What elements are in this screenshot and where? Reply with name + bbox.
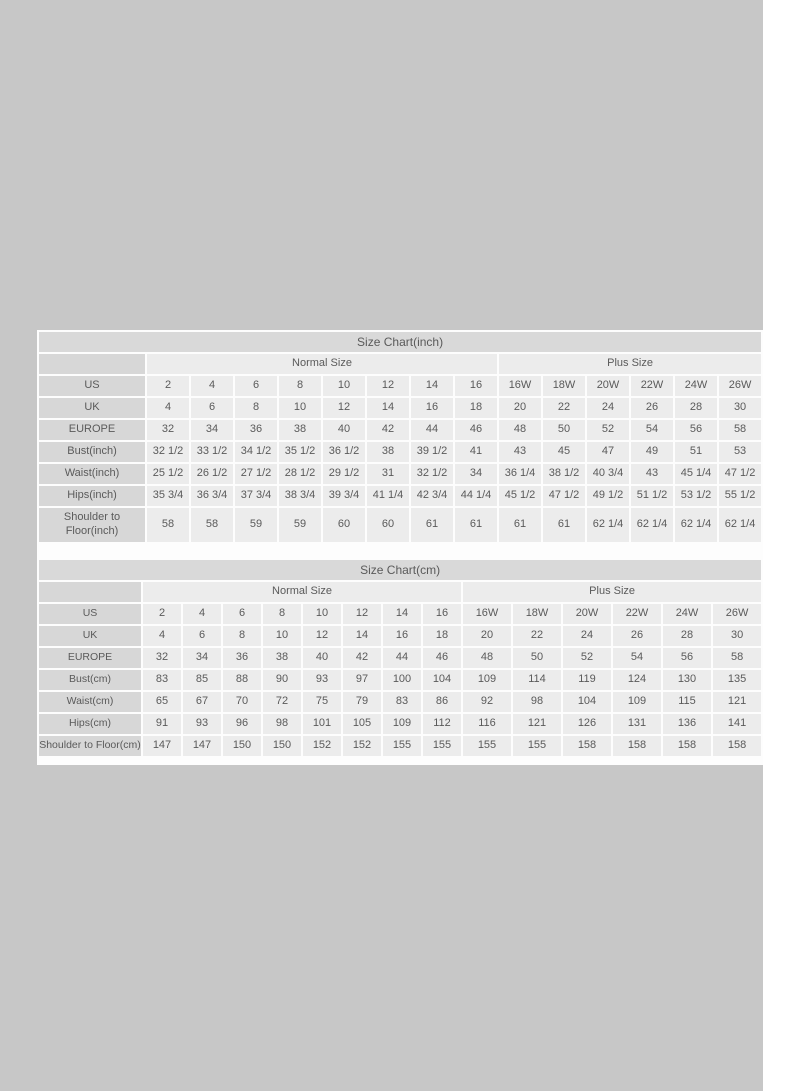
size-cell: 55 1/2 <box>719 486 761 506</box>
size-cell: 158 <box>713 736 761 756</box>
size-cell: 61 <box>543 508 585 542</box>
size-cell: 45 1/4 <box>675 464 717 484</box>
size-cell: 4 <box>191 376 233 396</box>
size-cell: 135 <box>713 670 761 690</box>
size-cell: 155 <box>463 736 511 756</box>
group-header-row <box>39 582 761 602</box>
size-cell: 46 <box>423 648 461 668</box>
size-cell: 20 <box>499 398 541 418</box>
size-cell: 47 <box>587 442 629 462</box>
table-row <box>39 714 761 734</box>
size-cell: 36 <box>235 420 277 440</box>
size-cell: 26 <box>631 398 673 418</box>
size-group-header: Normal Size <box>143 582 461 602</box>
size-cell: 93 <box>303 670 341 690</box>
size-cell: 86 <box>423 692 461 712</box>
size-cell: 30 <box>719 398 761 418</box>
size-cell: 100 <box>383 670 421 690</box>
size-cell: 33 1/2 <box>191 442 233 462</box>
size-cell: 44 <box>383 648 421 668</box>
size-cell: 32 <box>147 420 189 440</box>
corner-cell <box>39 582 141 602</box>
size-cell: 28 <box>663 626 711 646</box>
table-title: Size Chart(inch) <box>39 332 761 352</box>
size-cell: 26 1/2 <box>191 464 233 484</box>
size-cell: 58 <box>191 508 233 542</box>
size-cell: 155 <box>513 736 561 756</box>
size-cell: 72 <box>263 692 301 712</box>
size-cell: 22W <box>613 604 661 624</box>
size-cell: 8 <box>263 604 301 624</box>
size-cell: 38 1/2 <box>543 464 585 484</box>
table-row <box>39 692 761 712</box>
size-cell: 40 <box>303 648 341 668</box>
size-cell: 48 <box>463 648 511 668</box>
size-cell: 36 3/4 <box>191 486 233 506</box>
size-cell: 115 <box>663 692 711 712</box>
size-cell: 16W <box>463 604 511 624</box>
size-cell: 35 3/4 <box>147 486 189 506</box>
size-cell: 49 <box>631 442 673 462</box>
table-row <box>39 648 761 668</box>
size-cell: 59 <box>279 508 321 542</box>
size-cell: 44 1/4 <box>455 486 497 506</box>
size-cell: 32 1/2 <box>411 464 453 484</box>
size-cell: 121 <box>513 714 561 734</box>
size-cell: 61 <box>411 508 453 542</box>
size-cell: 16 <box>383 626 421 646</box>
size-cell: 158 <box>613 736 661 756</box>
size-cell: 36 1/2 <box>323 442 365 462</box>
size-cell: 24W <box>675 376 717 396</box>
size-cell: 40 <box>323 420 365 440</box>
size-cell: 91 <box>143 714 181 734</box>
size-cell: 98 <box>263 714 301 734</box>
size-cell: 98 <box>513 692 561 712</box>
size-cell: 41 <box>455 442 497 462</box>
size-cell: 25 1/2 <box>147 464 189 484</box>
size-cell: 18W <box>543 376 585 396</box>
size-cell: 8 <box>235 398 277 418</box>
size-cell: 2 <box>147 376 189 396</box>
size-cell: 34 <box>183 648 221 668</box>
size-cell: 60 <box>323 508 365 542</box>
size-cell: 88 <box>223 670 261 690</box>
size-cell: 20 <box>463 626 511 646</box>
size-cell: 147 <box>183 736 221 756</box>
size-cell: 49 1/2 <box>587 486 629 506</box>
size-cell: 116 <box>463 714 511 734</box>
size-cell: 75 <box>303 692 341 712</box>
size-cell: 27 1/2 <box>235 464 277 484</box>
size-cell: 101 <box>303 714 341 734</box>
size-cell: 141 <box>713 714 761 734</box>
row-label: EUROPE <box>39 420 145 440</box>
size-cell: 124 <box>613 670 661 690</box>
size-cell: 92 <box>463 692 511 712</box>
size-cell: 150 <box>263 736 301 756</box>
size-cell: 4 <box>183 604 221 624</box>
size-cell: 83 <box>143 670 181 690</box>
size-cell: 22W <box>631 376 673 396</box>
size-cell: 147 <box>143 736 181 756</box>
size-cell: 47 1/2 <box>543 486 585 506</box>
size-cell: 18 <box>423 626 461 646</box>
size-cell: 36 1/4 <box>499 464 541 484</box>
size-cell: 109 <box>613 692 661 712</box>
size-cell: 62 1/4 <box>587 508 629 542</box>
size-cell: 51 1/2 <box>631 486 673 506</box>
size-cell: 96 <box>223 714 261 734</box>
size-cell: 45 1/2 <box>499 486 541 506</box>
size-cell: 12 <box>367 376 409 396</box>
size-cell: 20W <box>587 376 629 396</box>
row-label: US <box>39 604 141 624</box>
size-cell: 50 <box>513 648 561 668</box>
size-cell: 56 <box>663 648 711 668</box>
size-cell: 58 <box>147 508 189 542</box>
size-cell: 20W <box>563 604 611 624</box>
size-cell: 22 <box>513 626 561 646</box>
size-cell: 52 <box>587 420 629 440</box>
row-label: UK <box>39 398 145 418</box>
table-row <box>39 604 761 624</box>
table-row <box>39 486 761 506</box>
size-cell: 22 <box>543 398 585 418</box>
size-cell: 24 <box>587 398 629 418</box>
size-cell: 30 <box>713 626 761 646</box>
size-cell: 10 <box>323 376 365 396</box>
table-title-row <box>39 332 761 352</box>
size-cell: 67 <box>183 692 221 712</box>
size-cell: 42 <box>343 648 381 668</box>
size-cell: 16W <box>499 376 541 396</box>
size-cell: 37 3/4 <box>235 486 277 506</box>
size-cell: 28 1/2 <box>279 464 321 484</box>
size-cell: 97 <box>343 670 381 690</box>
size-cell: 52 <box>563 648 611 668</box>
size-cell: 38 3/4 <box>279 486 321 506</box>
size-cell: 93 <box>183 714 221 734</box>
size-group-header: Normal Size <box>147 354 497 374</box>
size-group-header: Plus Size <box>499 354 761 374</box>
size-cell: 47 1/2 <box>719 464 761 484</box>
size-cell: 51 <box>675 442 717 462</box>
size-cell: 43 <box>631 464 673 484</box>
size-cell: 79 <box>343 692 381 712</box>
size-cell: 18 <box>455 398 497 418</box>
size-cell: 6 <box>223 604 261 624</box>
row-label: Hips(cm) <box>39 714 141 734</box>
size-cell: 85 <box>183 670 221 690</box>
size-cell: 26W <box>713 604 761 624</box>
table-row <box>39 464 761 484</box>
size-cell: 44 <box>411 420 453 440</box>
row-label: Waist(cm) <box>39 692 141 712</box>
size-cell: 26W <box>719 376 761 396</box>
size-cell: 150 <box>223 736 261 756</box>
size-cell: 155 <box>383 736 421 756</box>
size-cell: 39 1/2 <box>411 442 453 462</box>
size-cell: 24 <box>563 626 611 646</box>
size-cell: 48 <box>499 420 541 440</box>
size-cell: 2 <box>143 604 181 624</box>
size-cell: 158 <box>563 736 611 756</box>
size-cell: 158 <box>663 736 711 756</box>
size-cell: 32 1/2 <box>147 442 189 462</box>
size-chart-inch-table <box>37 330 763 544</box>
size-cell: 46 <box>455 420 497 440</box>
size-cell: 12 <box>303 626 341 646</box>
size-cell: 56 <box>675 420 717 440</box>
size-cell: 10 <box>279 398 321 418</box>
table-row <box>39 442 761 462</box>
size-cell: 16 <box>455 376 497 396</box>
size-cell: 34 1/2 <box>235 442 277 462</box>
size-cell: 40 3/4 <box>587 464 629 484</box>
size-cell: 58 <box>713 648 761 668</box>
table-title-row <box>39 560 761 580</box>
size-cell: 58 <box>719 420 761 440</box>
table-row <box>39 376 761 396</box>
size-cell: 105 <box>343 714 381 734</box>
size-cell: 10 <box>263 626 301 646</box>
row-label: UK <box>39 626 141 646</box>
table-row <box>39 420 761 440</box>
size-cell: 6 <box>191 398 233 418</box>
size-cell: 130 <box>663 670 711 690</box>
size-cell: 59 <box>235 508 277 542</box>
size-cell: 126 <box>563 714 611 734</box>
size-cell: 119 <box>563 670 611 690</box>
group-header-row <box>39 354 761 374</box>
corner-cell <box>39 354 145 374</box>
size-cell: 152 <box>343 736 381 756</box>
size-cell: 14 <box>383 604 421 624</box>
size-chart-panel <box>37 330 763 765</box>
size-cell: 16 <box>423 604 461 624</box>
size-cell: 4 <box>143 626 181 646</box>
size-cell: 62 1/4 <box>675 508 717 542</box>
size-cell: 45 <box>543 442 585 462</box>
size-cell: 24W <box>663 604 711 624</box>
size-cell: 70 <box>223 692 261 712</box>
size-cell: 42 3/4 <box>411 486 453 506</box>
size-cell: 38 <box>279 420 321 440</box>
size-cell: 34 <box>191 420 233 440</box>
size-cell: 61 <box>455 508 497 542</box>
size-cell: 38 <box>367 442 409 462</box>
size-cell: 26 <box>613 626 661 646</box>
size-cell: 114 <box>513 670 561 690</box>
size-cell: 16 <box>411 398 453 418</box>
size-cell: 12 <box>343 604 381 624</box>
table-row <box>39 736 761 756</box>
size-cell: 42 <box>367 420 409 440</box>
size-cell: 60 <box>367 508 409 542</box>
size-cell: 43 <box>499 442 541 462</box>
size-cell: 14 <box>411 376 453 396</box>
size-cell: 112 <box>423 714 461 734</box>
size-cell: 104 <box>423 670 461 690</box>
size-cell: 53 1/2 <box>675 486 717 506</box>
size-cell: 8 <box>223 626 261 646</box>
size-cell: 32 <box>143 648 181 668</box>
row-label: EUROPE <box>39 648 141 668</box>
size-cell: 41 1/4 <box>367 486 409 506</box>
size-cell: 62 1/4 <box>631 508 673 542</box>
size-cell: 29 1/2 <box>323 464 365 484</box>
size-cell: 18W <box>513 604 561 624</box>
size-cell: 61 <box>499 508 541 542</box>
size-cell: 6 <box>235 376 277 396</box>
row-label: Hips(inch) <box>39 486 145 506</box>
size-cell: 54 <box>613 648 661 668</box>
size-cell: 39 3/4 <box>323 486 365 506</box>
row-label: Shoulder to Floor(cm) <box>39 736 141 756</box>
size-cell: 155 <box>423 736 461 756</box>
size-cell: 14 <box>367 398 409 418</box>
size-cell: 109 <box>383 714 421 734</box>
table-row <box>39 626 761 646</box>
size-cell: 136 <box>663 714 711 734</box>
row-label: US <box>39 376 145 396</box>
size-cell: 104 <box>563 692 611 712</box>
size-cell: 28 <box>675 398 717 418</box>
row-label: Shoulder to Floor(inch) <box>39 508 145 542</box>
size-cell: 131 <box>613 714 661 734</box>
size-cell: 36 <box>223 648 261 668</box>
size-cell: 31 <box>367 464 409 484</box>
size-cell: 152 <box>303 736 341 756</box>
size-cell: 65 <box>143 692 181 712</box>
size-cell: 4 <box>147 398 189 418</box>
size-group-header: Plus Size <box>463 582 761 602</box>
row-label: Bust(inch) <box>39 442 145 462</box>
size-cell: 83 <box>383 692 421 712</box>
size-cell: 121 <box>713 692 761 712</box>
size-cell: 50 <box>543 420 585 440</box>
table-row <box>39 670 761 690</box>
size-cell: 38 <box>263 648 301 668</box>
table-row <box>39 398 761 418</box>
size-cell: 54 <box>631 420 673 440</box>
size-cell: 14 <box>343 626 381 646</box>
size-cell: 53 <box>719 442 761 462</box>
table-row <box>39 508 761 542</box>
size-cell: 109 <box>463 670 511 690</box>
row-label: Waist(inch) <box>39 464 145 484</box>
size-chart-cm-table <box>37 558 763 758</box>
size-cell: 12 <box>323 398 365 418</box>
size-cell: 34 <box>455 464 497 484</box>
size-cell: 8 <box>279 376 321 396</box>
size-cell: 35 1/2 <box>279 442 321 462</box>
size-cell: 90 <box>263 670 301 690</box>
table-title: Size Chart(cm) <box>39 560 761 580</box>
row-label: Bust(cm) <box>39 670 141 690</box>
size-cell: 62 1/4 <box>719 508 761 542</box>
size-cell: 10 <box>303 604 341 624</box>
size-cell: 6 <box>183 626 221 646</box>
